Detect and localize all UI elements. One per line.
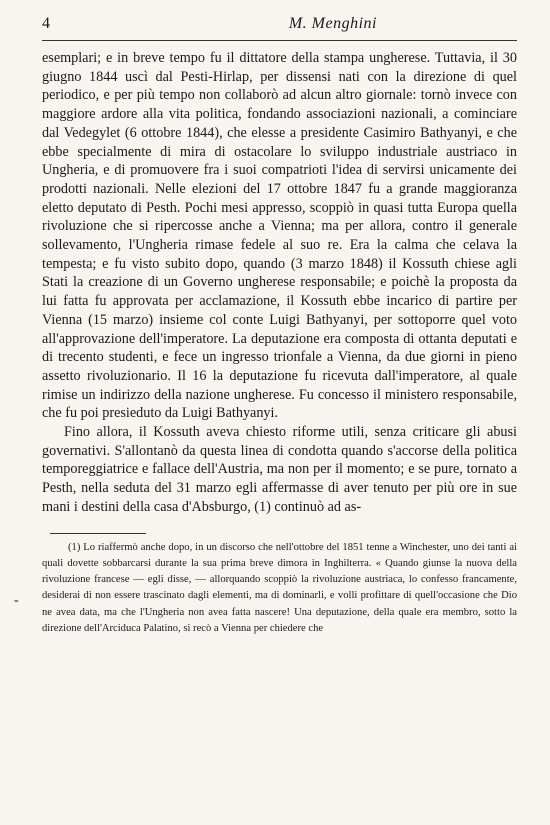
page-number: 4 <box>42 15 50 32</box>
body-text <box>42 49 517 517</box>
running-title-author: M. Menghini <box>288 15 377 32</box>
paragraph-1: esemplari; e in breve tempo fu il dittatore della stampa ungherese. Tuttavia, il 30 giugno 1844 uscì dal Pesti-Hirlap, per dissensi nati con la direzione di quel periodico, e per più tempo non collaborò ad alcun altro giornale: tornò invece con maggiore ardore alla vita politica, fondando associazioni nazionali, a cominciare dal Vedegylet (6 ottobre 1844), che elesse a presidente Casimiro Bathyanyi, e che ebbe specialmente di mira di ostacolare lo sviluppo industriale austriaco in Ungheria, e di promuovere fra i suoi compatrioti l'idea di servirsi unicamente dei prodotti nazionali. Nelle elezioni del 17 ottobre 1847 fu a grande maggioranza eletto deputato di Pesth. Pochi mesi appresso, scoppiò in quasi tutta Europa quella rivoluzione che si ripercosse anche a Vienna; ma per allora, contro il generale sollevamento, l'Ungheria rimase fedele al suo re. Era la calma che celava la tempesta; e fu visto subito dopo, quando (3 marzo 1848) il Kossuth chiese agli Stati la creazione di un Governo ungherese responsabile; e poichè la proposta da lui fatta fu approvata per acclamazione, il Kossuth ebbe incarico di partire per Vienna (15 marzo) insieme col conte Luigi Bathyanyi, per sottoporre quel voto all'approvazione dell'imperatore. La deputazione era composta di ottanta deputati e di trecento studenti, e fece un ingresso trionfale a Vienna, da due giorni in pieno assetto rivoluzionario. Il 16 la deputazione fu ricevuta dall'imperatore, al quale rimise un indirizzo della nazione ungherese. Fu concesso il ministero responsabile, che fu poi presieduto da Luigi Bathyanyi. <box>42 50 517 422</box>
running-header <box>42 14 517 38</box>
page <box>42 14 517 637</box>
paragraph-2: Fino allora, il Kossuth aveva chiesto riforme utili, senza criticare gli abusi governativi. S'allontanò da questa linea di condotta quando s'accorse della politica temporeggiatrice e fallace dell'Austria, ma non per il momento; e se pure, tornato a Pesth, nella seduta del 31 marzo egli affermasse di aver tenuto per più ore in sue mani i destini della casa d'Absburgo, (1) continuò ad as- <box>42 424 517 515</box>
footnote-rule <box>50 533 146 534</box>
margin-mark: - <box>14 593 19 608</box>
footnote: (1) Lo riaffermò anche dopo, in un discorso che nell'ottobre del 1851 tenne a Winchester, uno dei tanti ai quali dovette sobbarcarsi durante la sua prima breve dimora in Inghilterra. « Quando giunse la nuova della rivoluzione francese — egli disse, — allorquando scoppiò la rivoluzione austriaca, lo confesso francamente, desiderai di non essere trascinato dagli elementi, ma di dominarli, e volli profittare di quell'occasione che Dio ne avea data, ma che l'Ungheria non avea fatta nascere! Una deputazione, della quale era membro, sotto la direzione dell'Arciduca Palatino, si recò a Vienna per chiedere che <box>42 541 517 635</box>
header-rule <box>42 40 517 41</box>
